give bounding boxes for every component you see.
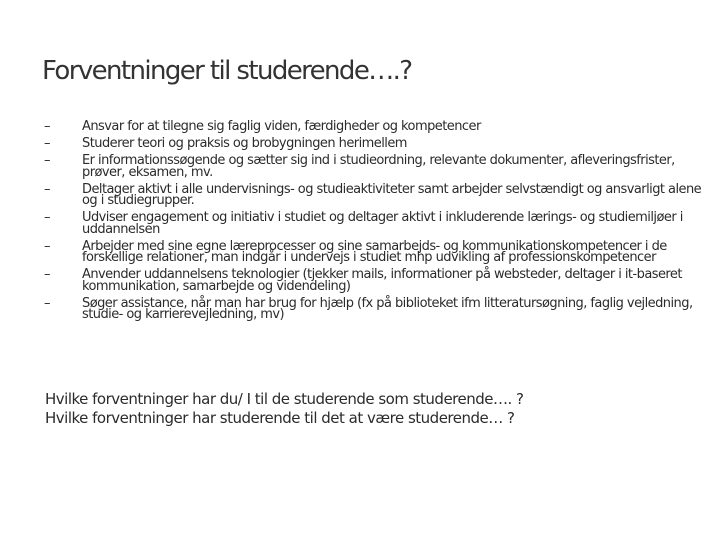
bullet-item bbox=[42, 152, 702, 180]
bullet-text: Søger assistance, når man har brug for hjælp (fx på biblioteket ifm litteratursøgning, faglig vejledning, studie- og karrierevejledning, mv) bbox=[82, 295, 693, 323]
bullet-item bbox=[42, 295, 702, 323]
question-line: Hvilke forventninger har studerende til det at være studerende… ? bbox=[45, 409, 515, 427]
bullet-marker: – bbox=[44, 295, 50, 311]
bullet-text: Arbejder med sine egne læreprocesser og sine samarbejds- og kommunikationskompetencer i de forskellige relationer, man indgår i undervejs i studiet mhp udvikling af professionskompetencer bbox=[82, 238, 667, 266]
bullet-item bbox=[42, 181, 702, 209]
bullet-item bbox=[42, 121, 702, 133]
bullet-marker: – bbox=[44, 152, 50, 168]
bullet-marker: – bbox=[44, 267, 50, 283]
bullet-text: Er informationssøgende og sætter sig ind i studieordning, relevante dokumenter, afleveringsfrister, prøver, eksamen, mv. bbox=[82, 152, 675, 180]
bullet-text: Deltager aktivt i alle undervisnings- og studieaktiviteter samt arbejder selvstændigt og ansvarligt alene og i studiegrupper. bbox=[82, 181, 702, 209]
slide-title: Forventninger til studerende….? bbox=[42, 56, 412, 86]
bullet-text: Studerer teori og praksis og brobygningen herimellem bbox=[82, 135, 407, 151]
bullet-item bbox=[42, 238, 702, 266]
bullet-text: Ansvar for at tilegne sig faglig viden, færdigheder og kompetencer bbox=[82, 119, 481, 134]
bullet-marker: – bbox=[44, 210, 50, 226]
bullet-text: Anvender uddannelsens teknologier (tjekker mails, informationer på websteder, deltager i it-baseret kommunikation, samarbejde og videndeling) bbox=[82, 267, 682, 294]
bullet-marker: – bbox=[44, 135, 50, 151]
bullet-marker: – bbox=[44, 181, 50, 197]
questions-block bbox=[45, 390, 524, 428]
bullet-list bbox=[42, 121, 702, 326]
bullet-item bbox=[42, 135, 702, 151]
bullet-text: Udviser engagement og initiativ i studiet og deltager aktivt i inkluderende lærings- og studiemiljøer i uddannelsen bbox=[82, 210, 683, 237]
bullet-marker: – bbox=[44, 238, 50, 254]
bullet-marker: – bbox=[44, 119, 50, 134]
bullet-item bbox=[42, 212, 702, 235]
bullet-item bbox=[42, 269, 702, 292]
question-line: Hvilke forventninger har du/ I til de studerende som studerende…. ? bbox=[45, 390, 524, 408]
